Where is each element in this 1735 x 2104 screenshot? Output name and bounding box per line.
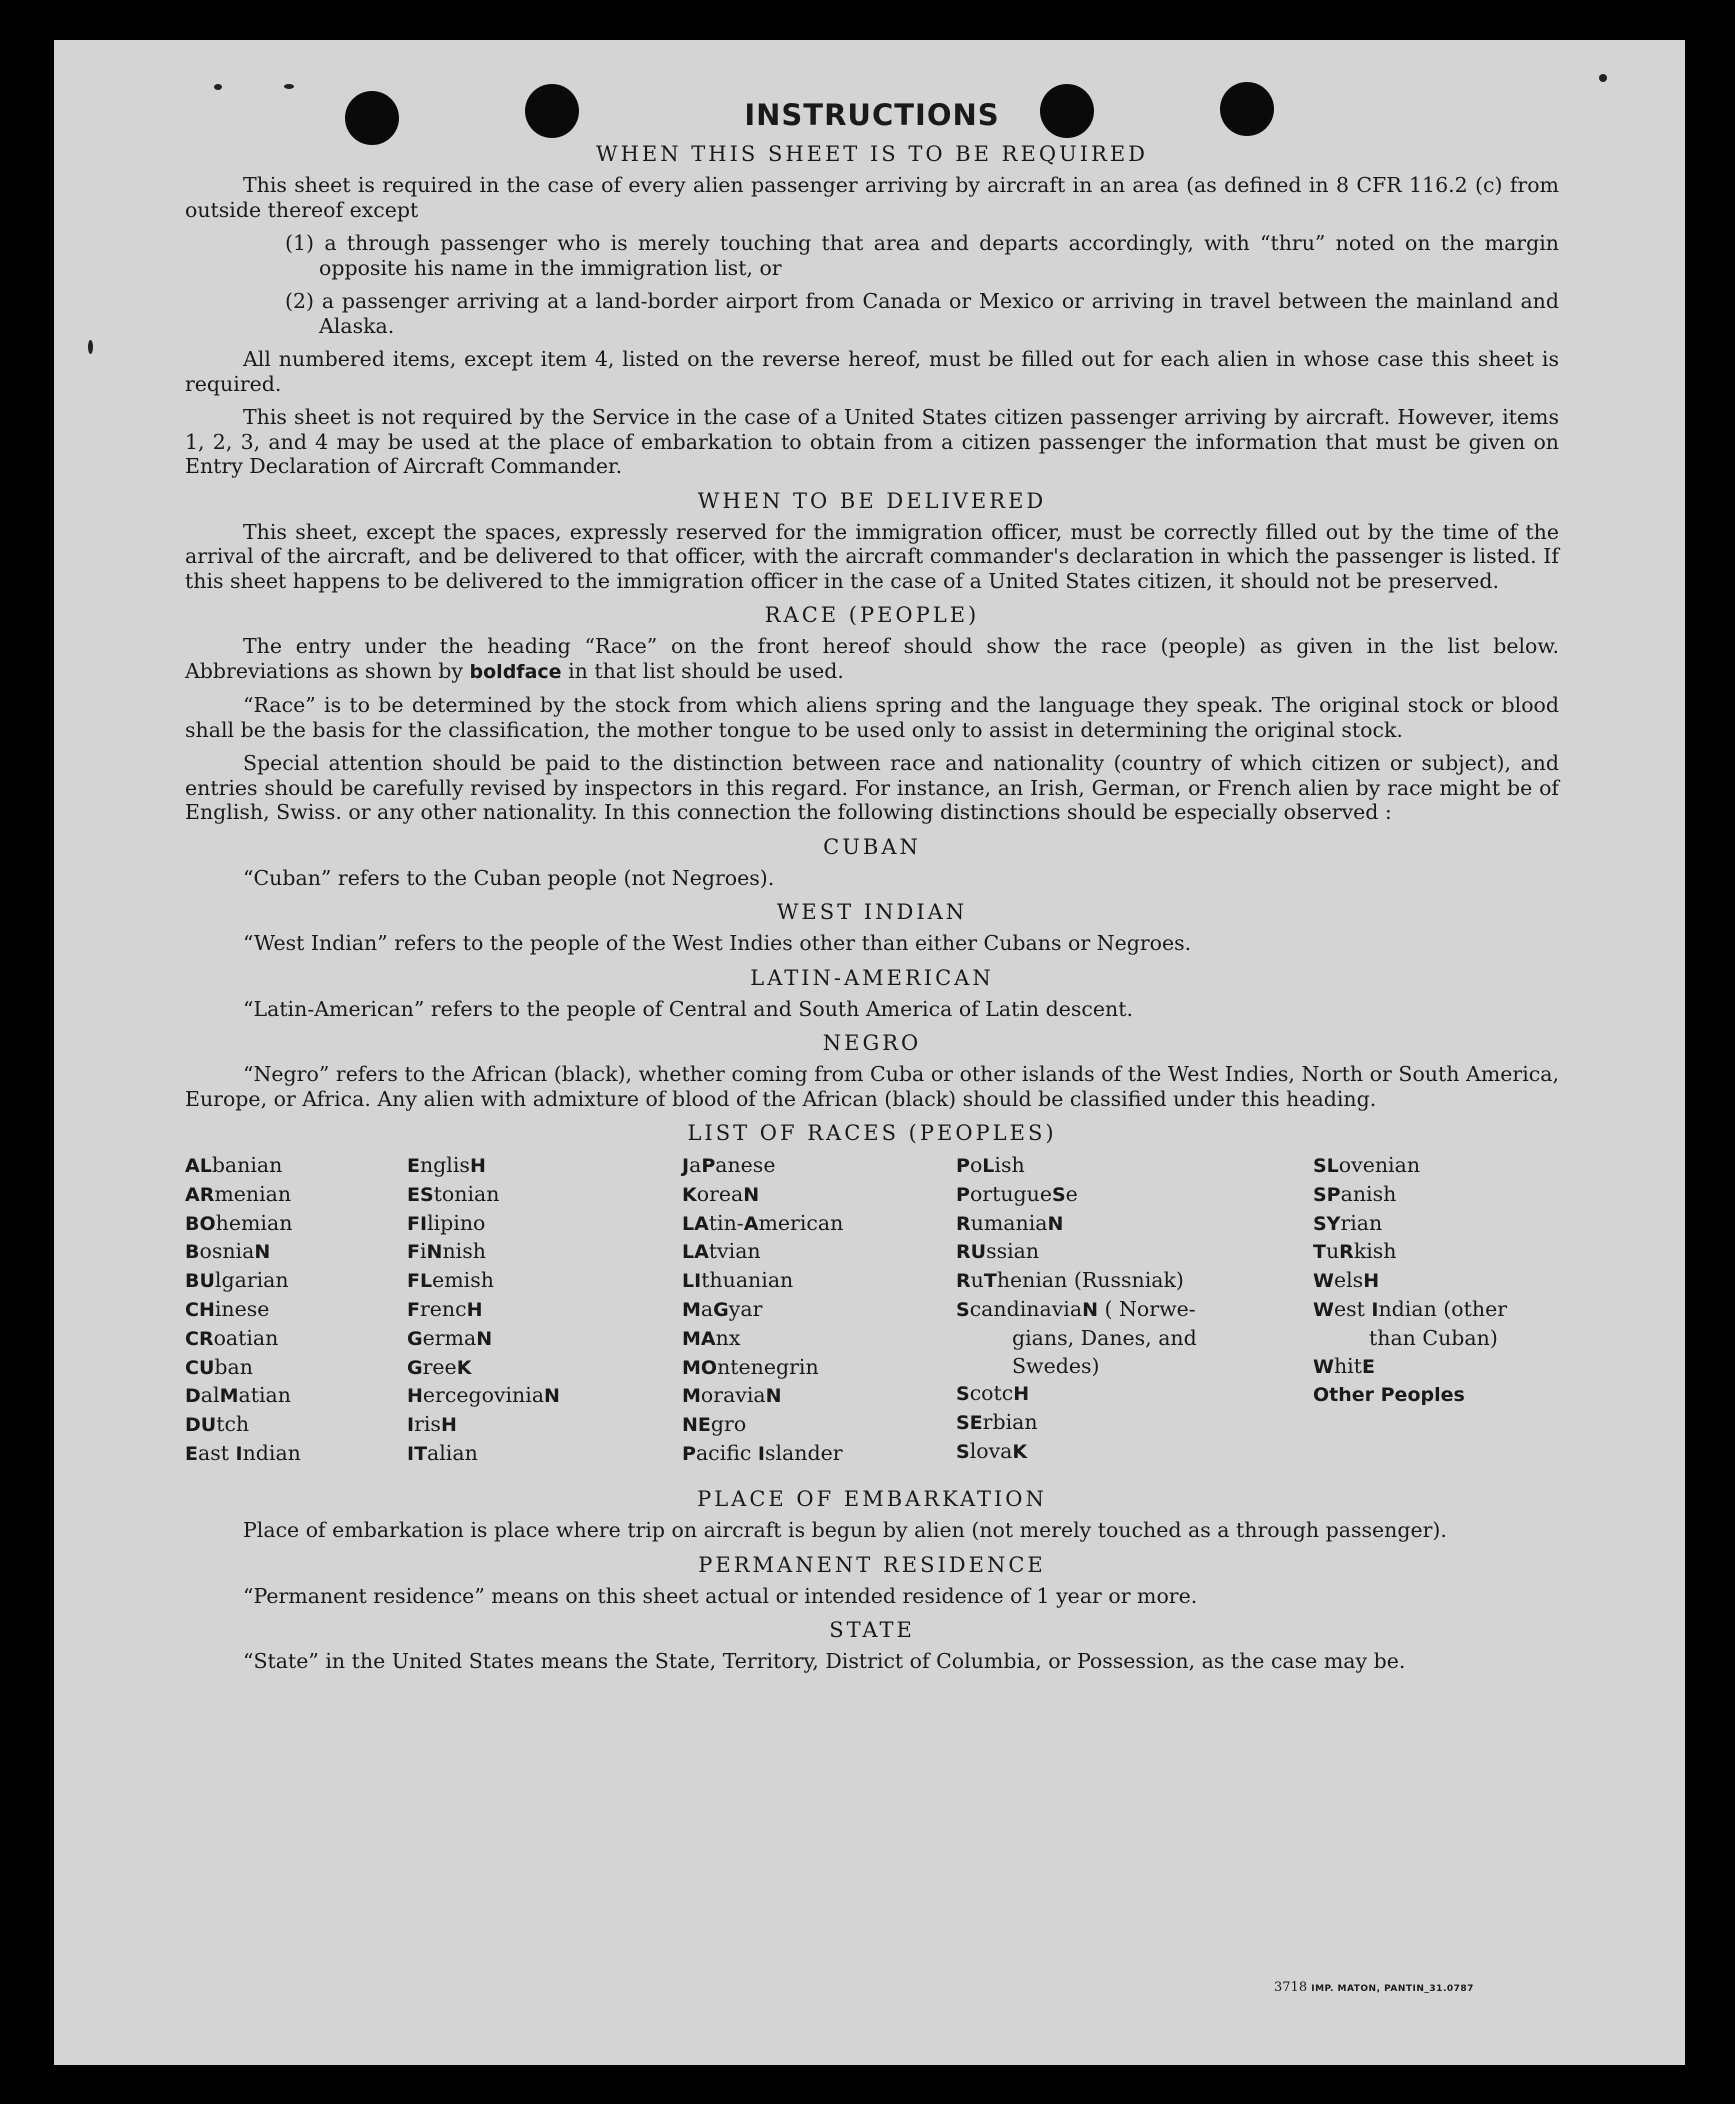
race-text: umania — [970, 1210, 1048, 1235]
paragraph: Special attention should be paid to the distinction between race and nationality (country of which citizen or subject), and entries should be carefully revised by inspectors in this regard. For instance, an Irish, German, or French alien by race might be of English, Swiss. or any other nationality. In this connection the following distinctions should be especially observed : — [185, 751, 1559, 824]
race-text: tch — [216, 1412, 250, 1437]
races-column — [956, 1152, 1236, 1467]
race-text: al — [200, 1383, 220, 1408]
race-entry — [1313, 1152, 1559, 1181]
race-abbrev: CR — [185, 1327, 214, 1350]
printer-imprint: IMP. MATON, PANTIN_31.0787 — [1311, 1984, 1474, 1994]
race-entry — [956, 1152, 1236, 1181]
race-entry — [407, 1181, 560, 1210]
race-text: erma — [422, 1325, 477, 1350]
heading-cuban: CUBAN — [823, 834, 921, 859]
race-abbrev: FL — [407, 1270, 433, 1293]
race-abbrev: N — [254, 1241, 271, 1264]
race-entry — [956, 1210, 1236, 1239]
race-entry — [407, 1325, 560, 1354]
race-abbrev: LA — [682, 1241, 709, 1264]
race-entry — [682, 1296, 843, 1325]
paragraph: All numbered items, except item 4, listed on the reverse hereof, must be filled out for each alien in whose case this sheet is required. — [185, 347, 1559, 396]
race-text: atian — [238, 1383, 291, 1408]
paragraph: “Cuban” refers to the Cuban people (not Negroes). — [243, 865, 775, 890]
race-entry — [407, 1296, 560, 1325]
race-text: ercegovinia — [422, 1383, 545, 1408]
race-text: nglis — [419, 1153, 470, 1177]
race-abbrev: NE — [682, 1414, 711, 1437]
race-abbrev: F — [407, 1298, 420, 1321]
race-entry — [682, 1210, 843, 1239]
race-abbrev: W — [1313, 1355, 1334, 1378]
heading-state: STATE — [829, 1618, 915, 1642]
race-text: ree — [422, 1354, 457, 1379]
race-entry — [1313, 1181, 1559, 1210]
race-abbrev: P — [956, 1183, 970, 1206]
race-abbrev: BU — [185, 1270, 215, 1293]
race-abbrev: P — [701, 1155, 716, 1177]
race-text: gians, Danes, and — [1012, 1325, 1197, 1350]
race-text: i — [419, 1239, 427, 1264]
race-text: oatian — [213, 1325, 279, 1350]
race-entry — [682, 1354, 843, 1383]
race-text: ovenian — [1338, 1153, 1421, 1177]
race-text: menian — [214, 1181, 292, 1206]
race-abbrev: AR — [185, 1183, 215, 1206]
heading-delivered: WHEN TO BE DELIVERED — [697, 488, 1047, 513]
race-entry — [956, 1409, 1236, 1438]
race-abbrev: N — [476, 1327, 493, 1350]
race-abbrev: IT — [407, 1442, 428, 1465]
race-entry — [682, 1267, 843, 1296]
race-entry — [407, 1238, 560, 1267]
race-abbrev: B — [185, 1241, 200, 1264]
race-text: hit — [1333, 1353, 1362, 1378]
race-abbrev: P — [956, 1155, 970, 1177]
race-entry — [682, 1238, 843, 1267]
race-text: u — [1325, 1239, 1340, 1264]
race-text: anish — [1340, 1181, 1397, 1206]
race-entry — [1313, 1325, 1559, 1353]
race-abbrev: N — [426, 1241, 443, 1264]
race-entry — [1313, 1210, 1559, 1239]
heading-latin-american: LATIN-AMERICAN — [750, 965, 994, 990]
heading-embarkation: PLACE OF EMBARKATION — [697, 1487, 1047, 1511]
race-abbrev: W — [1313, 1270, 1334, 1293]
race-abbrev: ES — [407, 1183, 434, 1206]
paragraph: “Permanent residence” means on this sheet actual or intended residence of 1 year or more. — [243, 1583, 1198, 1608]
race-text: a — [689, 1153, 702, 1177]
race-text: lipino — [427, 1210, 486, 1235]
race-text: est — [1333, 1296, 1372, 1321]
race-abbrev: FI — [407, 1212, 428, 1235]
list-item: (1) a through passenger who is merely touching that area and departs accordingly, with “thru” noted on the margin opposite his name in the immigration list, or — [285, 231, 1559, 280]
race-text: gro — [710, 1412, 747, 1437]
race-text: a — [700, 1296, 714, 1321]
race-text: lova — [969, 1438, 1013, 1463]
race-text: alian — [427, 1440, 478, 1465]
race-entry — [407, 1382, 560, 1411]
race-text: ast — [197, 1440, 236, 1465]
race-text: inese — [214, 1296, 270, 1321]
race-entry — [956, 1325, 1236, 1353]
race-abbrev: S — [956, 1298, 970, 1321]
race-entry — [956, 1296, 1236, 1325]
race-entry — [682, 1152, 843, 1181]
paragraph: “State” in the United States means the State, Territory, District of Columbia, or Possession, as the case may be. — [243, 1649, 1406, 1673]
speck — [1599, 74, 1607, 82]
race-entry — [682, 1325, 843, 1354]
race-text: o — [969, 1153, 983, 1177]
race-entry — [682, 1382, 843, 1411]
race-text: tin- — [708, 1210, 744, 1235]
race-entry — [682, 1440, 843, 1469]
race-abbrev: A — [743, 1212, 759, 1235]
paragraph: “Race” is to be determined by the stock from which aliens spring and the language they speak. The original stock or blood shall be the basis for the classification, the mother tongue to be used only to assist in determining the original stock. — [185, 693, 1559, 742]
heading-race: RACE (PEOPLE) — [764, 603, 980, 627]
race-abbrev: N — [544, 1385, 560, 1408]
races-list — [185, 1152, 1559, 1477]
race-abbrev: F — [407, 1241, 420, 1264]
race-abbrev: H — [440, 1414, 457, 1437]
race-entry — [185, 1152, 301, 1181]
race-entry — [407, 1411, 560, 1440]
paragraph: “Negro” refers to the African (black), whether coming from Cuba or other islands of the West Indies, North or South America, Europe, or Africa. Any alien with admixture of blood of the African (black) should be classified under this heading. — [185, 1062, 1559, 1111]
race-abbrev: S — [956, 1440, 970, 1463]
race-text: els — [1333, 1268, 1364, 1293]
race-text: merican — [758, 1210, 844, 1235]
race-abbrev: N — [765, 1385, 782, 1408]
race-text: ris — [414, 1412, 441, 1437]
race-text: ban — [214, 1354, 253, 1379]
race-abbrev: S — [956, 1383, 970, 1406]
race-text: renc — [419, 1296, 467, 1321]
race-abbrev: CU — [185, 1356, 215, 1379]
race-text: rbian — [982, 1410, 1038, 1435]
paragraph: This sheet is required in the case of every alien passenger arriving by aircraft in an area (as defined in 8 CFR 116.2 (c) from outside thereof except — [185, 173, 1559, 222]
race-text: emish — [432, 1268, 494, 1293]
race-text: than Cuban) — [1369, 1325, 1498, 1350]
heading-west-indian: WEST INDIAN — [776, 900, 968, 924]
race-abbrev: N — [1047, 1212, 1064, 1235]
race-abbrev: LI — [682, 1270, 702, 1293]
race-text: thuanian — [701, 1268, 794, 1293]
race-text: ndian — [242, 1440, 301, 1465]
text-run: in that list should be used. — [561, 658, 844, 683]
race-text: acific — [695, 1440, 758, 1465]
race-abbrev: J — [682, 1155, 690, 1177]
race-text: u — [970, 1268, 984, 1293]
race-abbrev: M — [682, 1298, 701, 1321]
heading-negro: NEGRO — [822, 1031, 922, 1055]
race-abbrev: I — [407, 1414, 415, 1437]
race-abbrev: G — [407, 1356, 423, 1379]
race-text: slander — [764, 1440, 843, 1465]
races-column — [185, 1152, 301, 1469]
race-abbrev: R — [1339, 1241, 1354, 1264]
race-text: ortugue — [969, 1181, 1052, 1206]
form-number: 3718 — [1274, 1980, 1308, 1995]
list-item: (2) a passenger arriving at a land-border airport from Canada or Mexico or arriving in travel between the mainland and Alaska. — [285, 289, 1559, 338]
race-text: rian — [1340, 1210, 1383, 1235]
race-entry — [682, 1181, 843, 1210]
page-title: INSTRUCTIONS — [744, 98, 1000, 132]
race-abbrev: P — [682, 1442, 696, 1465]
race-abbrev: BO — [185, 1212, 216, 1235]
race-abbrev: MO — [682, 1356, 718, 1379]
race-abbrev: H — [1363, 1270, 1380, 1293]
race-text: tonian — [433, 1181, 500, 1206]
race-abbrev: K — [682, 1183, 697, 1206]
race-entry — [682, 1411, 843, 1440]
race-abbrev: R — [956, 1270, 971, 1293]
race-text: e — [1065, 1181, 1078, 1206]
race-abbrev: DU — [185, 1414, 217, 1437]
race-abbrev: S — [1051, 1183, 1066, 1206]
race-abbrev: K — [456, 1356, 472, 1379]
paragraph: This sheet is not required by the Service in the case of a United States citizen passenger arriving by aircraft. However, items 1, 2, 3, and 4 may be used at the place of embarkation to obtain from a citizen passenger the information that must be given on Entry Declaration of Aircraft Commander. — [185, 405, 1559, 478]
race-abbrev: SP — [1313, 1183, 1341, 1206]
race-abbrev: M — [219, 1385, 239, 1408]
race-entry — [956, 1181, 1236, 1210]
race-entry — [1313, 1353, 1559, 1382]
race-text: nish — [442, 1239, 486, 1264]
race-abbrev: N — [743, 1183, 760, 1206]
race-text: ( Norwe- — [1097, 1296, 1196, 1321]
race-text: henian (Russniak) — [996, 1268, 1184, 1293]
race-abbrev: T — [983, 1270, 997, 1293]
race-text: tvian — [708, 1239, 761, 1264]
race-abbrev: N — [1082, 1298, 1098, 1321]
races-column — [682, 1152, 843, 1469]
race-entry — [185, 1267, 301, 1296]
race-abbrev: I — [1371, 1298, 1379, 1321]
race-abbrev: Other Peoples — [1313, 1384, 1465, 1407]
race-abbrev: I — [757, 1442, 765, 1465]
race-abbrev: MA — [682, 1327, 716, 1350]
race-entry — [1313, 1267, 1559, 1296]
race-entry — [1313, 1296, 1559, 1325]
race-abbrev: H — [1013, 1383, 1030, 1406]
race-entry — [185, 1210, 301, 1239]
race-entry — [185, 1354, 301, 1383]
race-abbrev: I — [235, 1442, 243, 1465]
race-abbrev: AL — [185, 1155, 212, 1177]
race-abbrev: T — [1313, 1241, 1326, 1264]
race-text: kish — [1353, 1239, 1397, 1264]
race-entry — [407, 1354, 560, 1383]
race-entry — [407, 1210, 560, 1239]
speck — [88, 340, 93, 354]
race-entry — [407, 1267, 560, 1296]
race-text: hemian — [215, 1210, 293, 1235]
race-entry — [185, 1325, 301, 1354]
race-text: Swedes) — [1012, 1353, 1100, 1378]
race-abbrev: H — [469, 1155, 486, 1177]
race-text: ntenegrin — [717, 1354, 819, 1379]
race-text: anese — [715, 1153, 776, 1177]
race-abbrev: LA — [682, 1212, 709, 1235]
boldface-word: boldface — [469, 660, 562, 683]
text-run: The entry under the heading “Race” on the front hereof should show the race (people) as given in the list below. Abbreviations as shown by — [185, 634, 1559, 683]
paragraph: This sheet, except the spaces, expressly reserved for the immigration officer, must be correctly filled out by the time of the arrival of the aircraft, and be delivered to that officer, with the aircraft commander's declaration in which the passenger is listed. If this sheet happens to be delivered to the immigration officer in the case of a United States citizen, it should not be preserved. — [185, 519, 1559, 593]
race-text: osnia — [199, 1239, 255, 1264]
race-abbrev: W — [1313, 1298, 1334, 1321]
heading-list-of-races: LIST OF RACES (PEOPLES) — [687, 1121, 1057, 1145]
race-abbrev: L — [982, 1155, 995, 1177]
races-column — [1313, 1152, 1559, 1410]
race-abbrev: SE — [956, 1412, 983, 1435]
race-entry — [185, 1181, 301, 1210]
race-entry — [1313, 1238, 1559, 1267]
instructions-content — [185, 98, 1559, 1683]
race-entry — [956, 1438, 1236, 1467]
speck — [214, 84, 222, 90]
race-text: nx — [715, 1325, 741, 1350]
race-abbrev: D — [185, 1385, 201, 1408]
race-text: orea — [696, 1181, 744, 1206]
race-entry — [956, 1238, 1236, 1267]
race-abbrev: H — [466, 1298, 483, 1321]
race-entry — [185, 1440, 301, 1469]
paragraph: Place of embarkation is place where trip on aircraft is begun by alien (not merely touched as a through passenger). — [243, 1518, 1447, 1542]
race-entry — [956, 1267, 1236, 1296]
race-text: oravia — [700, 1383, 766, 1408]
race-text: candinavia — [969, 1296, 1083, 1321]
speck — [284, 84, 294, 89]
race-abbrev: SY — [1313, 1212, 1341, 1235]
race-text: banian — [211, 1153, 283, 1177]
race-abbrev: H — [407, 1385, 423, 1408]
paragraph — [185, 634, 1559, 684]
race-entry — [185, 1238, 301, 1267]
race-text: ndian (other — [1378, 1296, 1508, 1321]
paragraph: “West Indian” refers to the people of the West Indies other than either Cubans or Negroes. — [243, 931, 1192, 955]
race-entry — [407, 1440, 560, 1469]
footer-imprint — [1274, 1980, 1474, 1995]
race-entry — [407, 1152, 560, 1181]
race-abbrev: R — [956, 1212, 971, 1235]
race-entry — [185, 1296, 301, 1325]
race-entry — [185, 1411, 301, 1440]
race-text: cotc — [969, 1381, 1014, 1406]
race-abbrev: E — [185, 1442, 198, 1465]
race-entry — [956, 1380, 1236, 1409]
race-abbrev: RU — [956, 1241, 987, 1264]
race-abbrev: CH — [185, 1298, 215, 1321]
heading-permanent-residence: PERMANENT RESIDENCE — [698, 1552, 1046, 1577]
races-column — [407, 1152, 560, 1469]
race-entry — [956, 1353, 1236, 1381]
race-text: ssian — [986, 1239, 1040, 1264]
race-abbrev: M — [682, 1385, 701, 1408]
race-abbrev: E — [1361, 1355, 1375, 1378]
race-entry — [1313, 1381, 1559, 1410]
document-sheet — [54, 40, 1685, 2065]
race-text: yar — [728, 1296, 763, 1321]
paragraph: “Latin-American” refers to the people of Central and South America of Latin descent. — [243, 996, 1133, 1021]
race-entry — [185, 1382, 301, 1411]
race-abbrev: SL — [1313, 1155, 1339, 1177]
race-abbrev: E — [407, 1155, 420, 1177]
race-text: ish — [994, 1153, 1025, 1177]
race-abbrev: G — [713, 1298, 729, 1321]
race-abbrev: G — [407, 1327, 423, 1350]
race-abbrev: K — [1012, 1440, 1028, 1463]
heading-required: WHEN THIS SHEET IS TO BE REQUIRED — [595, 142, 1149, 166]
race-text: lgarian — [214, 1268, 289, 1293]
